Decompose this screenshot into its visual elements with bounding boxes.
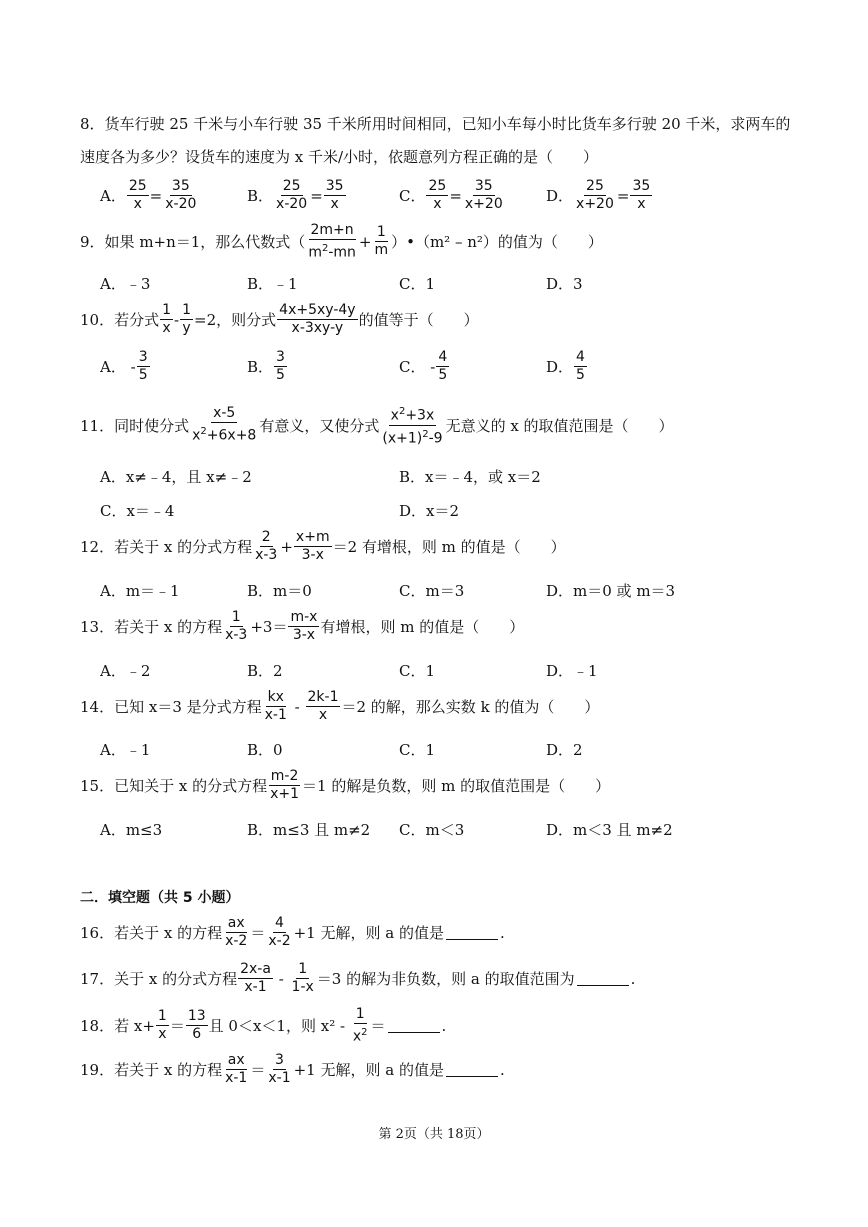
option-c: C． 25 x = 35 x+20 bbox=[399, 178, 503, 212]
option-b: B． 25 x-20 = 35 x bbox=[247, 178, 344, 212]
option-a: A．x≠﹣4，且 x≠﹣2 bbox=[100, 468, 252, 486]
answer-blank[interactable] bbox=[577, 971, 629, 986]
question-9: 9． 如果 m+n＝1，那么代数式（ 2m+n $m^2-mn$ + 1 m ）•（m² – n²）的值为（ ） bbox=[80, 222, 603, 261]
option-d: D．m＜3 且 m≠2 bbox=[546, 821, 673, 839]
option-a: A．﹣3 bbox=[100, 275, 151, 293]
question-12: 12． 若关于 x 的分式方程 2 x-3 + x+m 3-x ＝2 有增根，则 m 的值是（ ） bbox=[80, 529, 566, 563]
question-16: 16． 若关于 x 的方程 ax x-2 ＝ 4 x-2 +1 无解，则 a 的值是 . bbox=[80, 915, 505, 949]
option-c: C．1 bbox=[399, 741, 436, 759]
question-19: 19． 若关于 x 的方程 ax x-1 ＝ 3 x-1 +1 无解，则 a 的值是 . bbox=[80, 1052, 505, 1086]
section-heading: 二．填空题（共 5 小题） bbox=[80, 890, 240, 906]
option-b: B． 3 5 bbox=[247, 349, 285, 383]
option-d: D． 25 x+20 = 35 x bbox=[546, 178, 651, 212]
option-a: A．m≤3 bbox=[100, 821, 163, 839]
option-c: C．x＝﹣4 bbox=[100, 502, 175, 520]
question-text: 货车行驶 25 千米与小车行驶 35 千米所用时间相同，已知小车每小时比货车多行驶 20 千米，求两车的 bbox=[104, 115, 791, 133]
option-a: A． - 3 5 bbox=[100, 349, 148, 383]
option-d: D．m＝0 或 m＝3 bbox=[546, 582, 676, 600]
question-8-line1 bbox=[80, 113, 790, 134]
option-a: A． 25 x = 35 x-20 bbox=[100, 178, 197, 212]
option-a: A．m＝﹣1 bbox=[100, 582, 180, 600]
question-15: 15． 已知关于 x 的分式方程 m-2 x+1 ＝1 的解是负数，则 m 的取值范围是（ ） bbox=[80, 768, 611, 802]
option-c: C．1 bbox=[399, 275, 436, 293]
option-b: B．﹣1 bbox=[247, 275, 298, 293]
question-14: 14． 已知 x＝3 是分式方程 kx x-1 - 2k-1 x ＝2 的解，那么实数 k 的值为（ ） bbox=[80, 689, 600, 723]
option-c: C．m＝3 bbox=[399, 582, 465, 600]
option-b: B．m≤3 且 m≠2 bbox=[247, 821, 371, 839]
question-number: 8． bbox=[80, 115, 105, 133]
option-c: C． - 4 5 bbox=[399, 349, 448, 383]
option-b: B．x＝﹣4，或 x＝2 bbox=[399, 468, 541, 486]
option-d: D． 4 5 bbox=[546, 349, 585, 383]
answer-blank[interactable] bbox=[388, 1018, 440, 1033]
question-10: 10． 若分式 1 x - 1 y =2 ，则分式 4x+5xy-4y x-3xy-y 的值等于（ ） bbox=[80, 302, 479, 336]
question-13: 13． 若关于 x 的方程 1 x-3 +3＝ m-x 3-x 有增根，则 m 的值是（ ） bbox=[80, 609, 525, 643]
option-a: A．﹣2 bbox=[100, 662, 151, 680]
question-17: 17． 关于 x 的分式方程 2x-a x-1 - 1 1-x ＝3 的解为非负数，则 a 的取值范围为 . bbox=[80, 961, 636, 995]
question-18: 18． 若 x+ $\frac{1}{x}$ ＝ 13 6 且 0＜x＜1，则 x² - 1 $x^2$ ＝ . bbox=[80, 1006, 447, 1045]
question-11: 11． 同时使分式 x-5 $x^2+6x+8$ 有意义，又使分式 $x^2+3x$ $(x+1)^2-9$ 无意义的 x 的取值范围是（ ） bbox=[80, 403, 674, 447]
answer-blank[interactable] bbox=[446, 1062, 498, 1077]
option-a: A．﹣1 bbox=[100, 741, 151, 759]
option-b: B．0 bbox=[247, 741, 283, 759]
question-8-line2 bbox=[80, 146, 598, 167]
option-c: C．1 bbox=[399, 662, 436, 680]
option-b: B．m＝0 bbox=[247, 582, 312, 600]
option-b: B．2 bbox=[247, 662, 283, 680]
option-c: C．m＜3 bbox=[399, 821, 465, 839]
question-text: 速度各为多少？设货车的速度为 x 千米/小时，依题意列方程正确的是（ ） bbox=[80, 148, 599, 166]
option-d: D．3 bbox=[546, 275, 583, 293]
option-d: D．2 bbox=[546, 741, 583, 759]
option-d: D．x＝2 bbox=[399, 502, 460, 520]
answer-blank[interactable] bbox=[446, 925, 498, 940]
page-footer: 第 2页（共 18页） bbox=[378, 1127, 490, 1142]
option-d: D．﹣1 bbox=[546, 662, 598, 680]
